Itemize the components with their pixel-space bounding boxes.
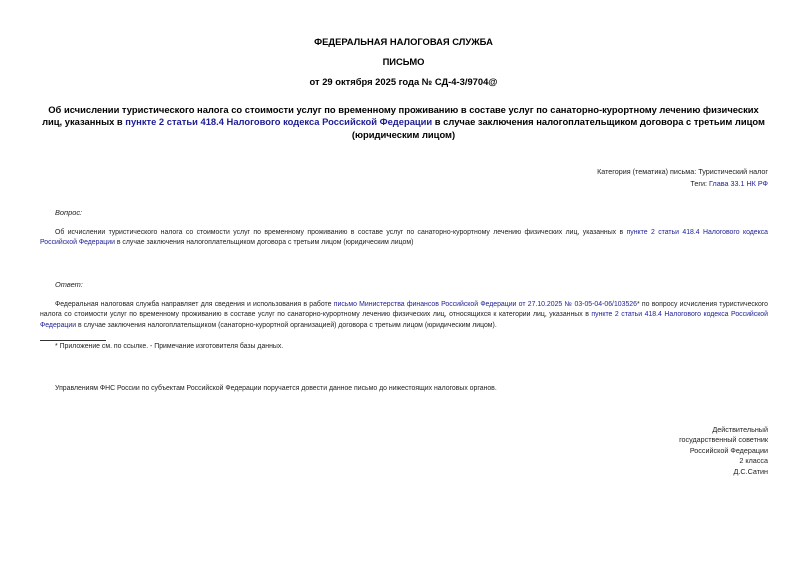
answer-law-link[interactable]: пункте 2 статьи 418.4 Налогового кодекса Российской Федерации: [40, 311, 768, 329]
signature-rank-4: 2 класса: [739, 456, 768, 466]
question-text-2: в случае заключения налогоплательщиком договора с третьим лицом (юридическим лицом): [114, 239, 414, 247]
signature-rank-2: государственный советник: [679, 435, 768, 445]
subject-text-1: Об исчислении туристического налога со стоимости услуг по временному проживанию в составе услуг по санаторно-курортному лечению физических лиц, указанных в: [42, 104, 759, 128]
document-subject: [40, 104, 767, 141]
answer-text-3: в случае заключения налогоплательщиком (санаторно-курортной организацией) договора с третьим лицом (юридическим лицом).: [76, 321, 497, 329]
question-text: [40, 228, 768, 249]
footnote: * Приложение см. по ссылке. - Примечание изготовителя базы данных.: [55, 343, 284, 350]
signature-rank-3: Российской Федерации: [689, 445, 768, 455]
answer-text-2: * по вопросу исчисления туристического налога со стоимости услуг по временному проживанию в составе услуг по санаторно-курортному лечению физических лиц, относящихся к категории лиц, указанных в: [40, 301, 768, 319]
category-line: Категория (тематика) письма: Туристический налог: [597, 167, 768, 176]
answer-text-1: Федеральная налоговая служба направляет для сведения и использования в работе: [55, 301, 334, 308]
footnote-divider: [40, 340, 106, 341]
document-type: ПИСЬМО: [382, 56, 425, 67]
document-date-number: от 29 октября 2025 года № СД-4-3/9704@: [309, 76, 498, 87]
signature-block: [679, 425, 768, 477]
answer-text: [40, 300, 768, 331]
question-text-1: Об исчислении туристического налога со стоимости услуг по временному проживанию в составе услуг по санаторно-курортному лечению физических лиц, указанных в: [55, 229, 627, 236]
question-label: Вопрос:: [55, 208, 83, 217]
signatory-name: Д.С.Сатин: [733, 466, 768, 476]
instruction-text: Управлениям ФНС России по субъектам Российской Федерации поручается довести данное письмо до нижестоящих налоговых органов.: [55, 385, 497, 392]
question-law-link[interactable]: пункте 2 статьи 418.4 Налогового кодекса Российской Федерации: [40, 229, 768, 247]
signature-rank-1: Действительный: [712, 425, 768, 434]
subject-law-link[interactable]: пункте 2 статьи 418.4 Налогового кодекса Российской Федерации: [125, 116, 433, 128]
subject-text-2: в случае заключения налогоплательщиком договора с третьим лицом (юридическим лицом): [351, 116, 765, 140]
tags-label: Теги:: [690, 179, 710, 188]
agency-title: ФЕДЕРАЛЬНАЯ НАЛОГОВАЯ СЛУЖБА: [314, 36, 493, 47]
tags-line: [690, 178, 768, 190]
answer-label: Ответ:: [55, 280, 83, 289]
tag-link[interactable]: Глава 33.1 НК РФ: [709, 179, 768, 188]
minfin-letter-link[interactable]: письмо Министерства финансов Российской Федерации от 27.10.2025 № 03-05-04-06/103526: [333, 301, 637, 308]
